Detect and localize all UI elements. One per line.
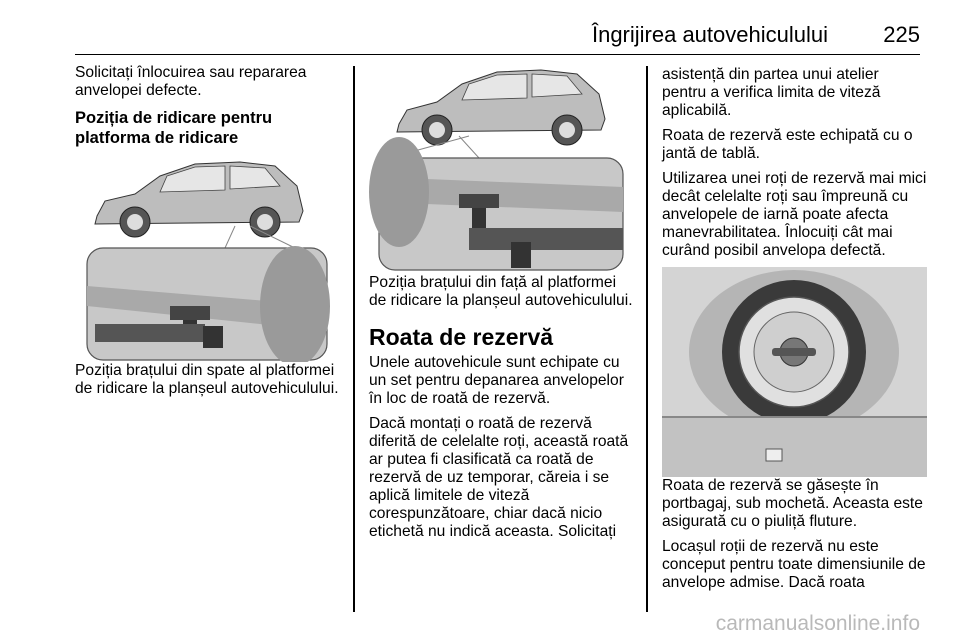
- column-divider: [353, 66, 355, 612]
- paragraph: Roata de rezervă este echipată cu o jantă de tablă.: [662, 127, 913, 162]
- page-number: 225: [883, 22, 920, 47]
- column-3: [662, 66, 927, 599]
- car-side-icon: [95, 162, 303, 237]
- section-heading: Poziția de ridicare pentru platforma de ridicare: [75, 109, 273, 147]
- spare-wheel-illustration: [662, 267, 927, 477]
- paragraph: Dacă montați o roată de rezervă diferită de celelalte roți, această roată ar putea fi clasificată ca roată de rezervă de uz temporar, căreia i se aplică limitele de viteză corespunzătoare, chiar dacă nicio etichetă nu indică aceasta. Solicitați: [369, 415, 629, 540]
- column-divider: [646, 66, 648, 612]
- spare-wheel-icon: [722, 280, 866, 424]
- page-header: [75, 22, 920, 55]
- watermark-text: carmanualsonline.info: [715, 612, 920, 635]
- rear-lift-arm-illustration: [75, 156, 340, 362]
- paragraph: Locașul roții de rezervă nu este conceput pentru toate dimensiunile de anvelope admise. Dacă roata: [662, 538, 926, 591]
- figure-caption: Poziția brațului din față al platformei de ridicare la planșeul autovehiculului.: [369, 274, 633, 309]
- section-title: Roata de rezervă: [369, 324, 554, 350]
- figure-caption: Poziția brațului din spate al platformei de ridicare la planșeul autovehiculului.: [75, 362, 339, 397]
- paragraph: Unele autovehicule sunt echipate cu un set pentru depanarea anvelopelor în loc de roată de rezervă.: [369, 354, 624, 407]
- paragraph: Solicitați înlocuirea sau repararea anvelopei defecte.: [75, 64, 307, 99]
- front-lift-arm-illustration: [369, 62, 634, 274]
- figure-caption: Roata de rezervă se găsește în portbagaj, sub mochetă. Aceasta este asigurată cu o piuliță fluture.: [662, 477, 923, 530]
- paragraph: Utilizarea unei roți de rezervă mai mici decât celelalte roți sau împreună cu anvelopele de iarnă poate afecta manevrabilitatea. Înlocuiți cât mai curând posibil anvelopa defectă.: [662, 170, 927, 259]
- car-side-icon: [397, 70, 605, 145]
- column-1: [75, 64, 340, 405]
- column-2: [369, 62, 634, 548]
- paragraph: asistență din partea unui atelier pentru a verifica limita de viteză aplicabilă.: [662, 66, 881, 119]
- header-title: Îngrijirea autovehiculului: [591, 22, 828, 47]
